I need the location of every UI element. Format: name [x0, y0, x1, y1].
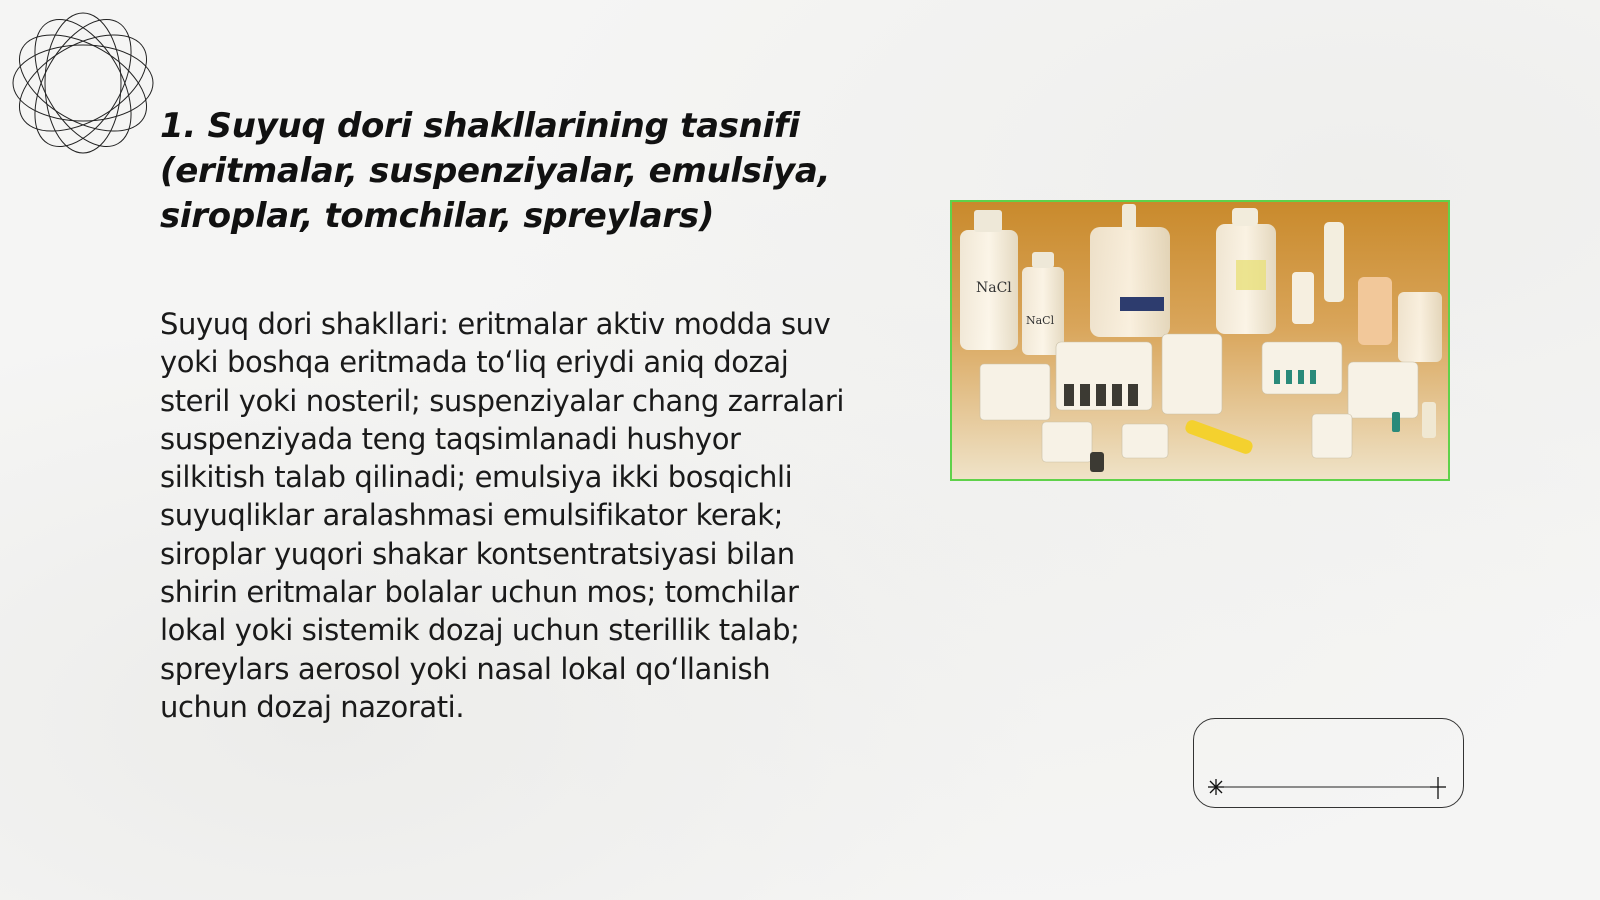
photo-label-2: NaCl [1026, 314, 1055, 327]
slide-title: 1. Suyuq dori shakllarining tasnifi (eritmalar, suspenziyalar, emulsiya, siroplar, tomchilar, spreylars) [160, 106, 831, 236]
liquid-medicines-photo [950, 200, 1450, 481]
decorative-label-frame [1193, 718, 1464, 808]
slide-body-text: Suyuq dori shakllari: eritmalar aktiv modda suv yoki boshqa eritmada to‘liq eriydi aniq dozaj steril yoki nosteril; suspenziyalar chang zarralari suspenziyada teng taqsimlanadi hushyor silkitish talab qilinadi; emulsiya ikki bosqichli suyuqliklar aralashmasi emulsifikator kerak; siroplar yuqori shakar kontsentratsiyasi bilan shirin eritmalar bolalar uchun mos; tomchilar lokal yoki sistemik dozaj uchun sterillik talab; spreylars aerosol yoki nasal lokal qo‘llanish uchun dozaj nazorati. [160, 307, 845, 724]
circular-ornament-icon [8, 8, 158, 158]
medicine-bottles-image [952, 202, 1448, 479]
starburst-line-icon [1194, 719, 1465, 809]
photo-label-1: NaCl [976, 280, 1012, 296]
